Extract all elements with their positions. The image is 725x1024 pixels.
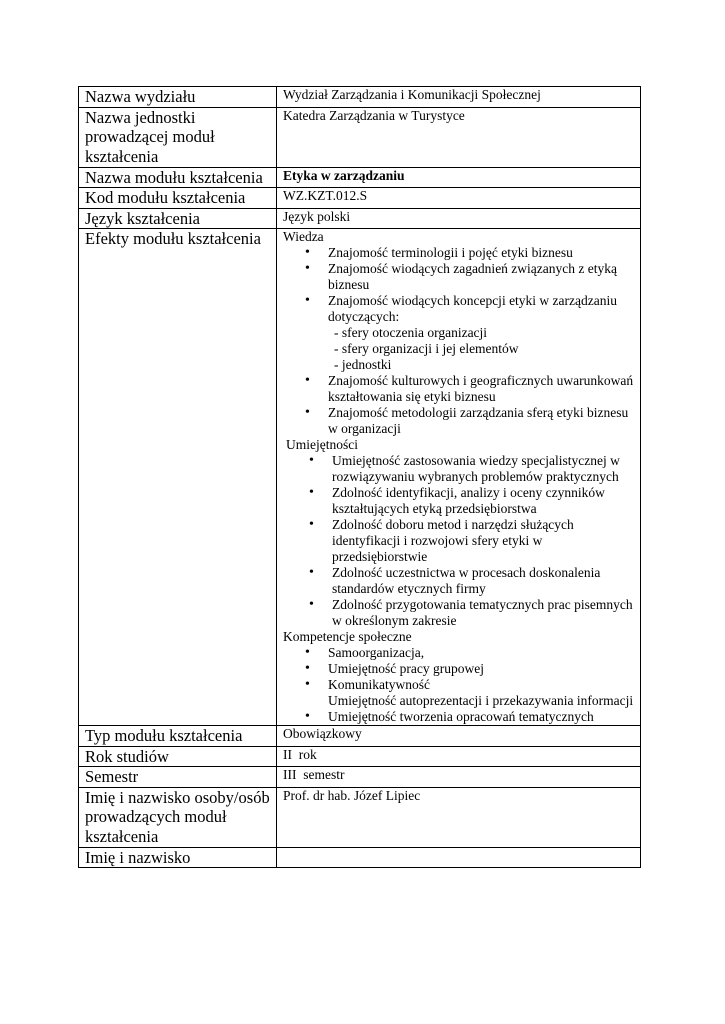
umiejetnosci-list (283, 453, 640, 629)
value-rok: II rok (277, 746, 641, 767)
wiedza-list (283, 245, 640, 437)
row-imie (79, 847, 641, 868)
value-kod: WZ.KZT.012.S (277, 188, 641, 209)
label-typ: Typ modułu kształcenia (79, 726, 277, 747)
label-wydzial: Nazwa wydziału (79, 87, 277, 108)
value-wydzial: Wydział Zarządzania i Komunikacji Społecznej (277, 87, 641, 108)
label-modul: Nazwa modułu kształcenia (79, 167, 277, 188)
value-semestr: III semestr (277, 767, 641, 788)
list-item: • Umiejętność pracy grupowej (328, 661, 640, 677)
list-item-text: Znajomość wiodących koncepcji etyki w zarządzaniu dotyczących: (328, 293, 618, 324)
row-kod (79, 188, 641, 209)
row-efekty (79, 229, 641, 726)
row-semestr (79, 767, 641, 788)
section-umiejetnosci-title: Umiejętności (286, 437, 358, 452)
list-item: • Umiejętność tworzenia opracowań tematycznych (328, 709, 640, 725)
sub-item: - sfery otoczenia organizacji (334, 325, 488, 340)
list-item (328, 293, 640, 373)
list-item (328, 677, 640, 709)
row-wydzial (79, 87, 641, 108)
row-jednostka (79, 107, 641, 167)
list-item: • Znajomość kulturowych i geograficznych uwarunkowań kształtowania się etyki biznesu (328, 373, 640, 405)
label-kod: Kod modułu kształcenia (79, 188, 277, 209)
label-jednostka: Nazwa jednostki prowadzącej moduł kształcenia (79, 107, 277, 167)
list-item: • Zdolność doboru metod i narzędzi służących identyfikacji i rozwojowi sfery etyki w przedsiębiorstwie (332, 517, 640, 565)
list-item: • Znajomość terminologii i pojęć etyki biznesu (328, 245, 640, 261)
value-imie (277, 847, 641, 868)
label-prowadzacy: Imię i nazwisko osoby/osób prowadzących moduł kształcenia (79, 787, 277, 847)
list-item-extra: Umiejętność autoprezentacji i przekazywania informacji (328, 693, 634, 708)
row-rok (79, 746, 641, 767)
value-prowadzacy: Prof. dr hab. Józef Lipiec (277, 787, 641, 847)
section-kompetencje-title: Kompetencje społeczne (283, 629, 412, 644)
value-modul: Etyka w zarządzaniu (277, 167, 641, 188)
list-item: • Umiejętność zastosowania wiedzy specjalistycznej w rozwiązywaniu wybranych problemów praktycznych (332, 453, 640, 485)
label-jezyk: Język kształcenia (79, 208, 277, 229)
list-item: • Zdolność przygotowania tematycznych prac pisemnych w określonym zakresie (332, 597, 640, 629)
row-jezyk (79, 208, 641, 229)
label-imie: Imię i nazwisko (79, 847, 277, 868)
kompetencje-list (283, 645, 640, 725)
label-efekty: Efekty modułu kształcenia (79, 229, 277, 726)
row-modul (79, 167, 641, 188)
value-efekty (277, 229, 641, 726)
list-item: • Samoorganizacja, (328, 645, 640, 661)
module-card-table (78, 86, 641, 868)
sub-item: - jednostki (334, 357, 392, 372)
row-typ (79, 726, 641, 747)
label-rok: Rok studiów (79, 746, 277, 767)
label-semestr: Semestr (79, 767, 277, 788)
section-wiedza-title: Wiedza (283, 229, 324, 244)
list-item-text: Komunikatywność (328, 677, 430, 692)
list-item: • Zdolność uczestnictwa w procesach doskonalenia standardów etycznych firmy (332, 565, 640, 597)
value-typ: Obowiązkowy (277, 726, 641, 747)
list-item: • Zdolność identyfikacji, analizy i oceny czynników kształtujących etyką przedsiębiorstwa (332, 485, 640, 517)
row-prowadzacy (79, 787, 641, 847)
value-jezyk: Język polski (277, 208, 641, 229)
sub-item: - sfery organizacji i jej elementów (334, 341, 519, 356)
list-item: • Znajomość wiodących zagadnień związanych z etyką biznesu (328, 261, 640, 293)
list-item: • Znajomość metodologii zarządzania sferą etyki biznesu w organizacji (328, 405, 640, 437)
value-jednostka: Katedra Zarządzania w Turystyce (277, 107, 641, 167)
